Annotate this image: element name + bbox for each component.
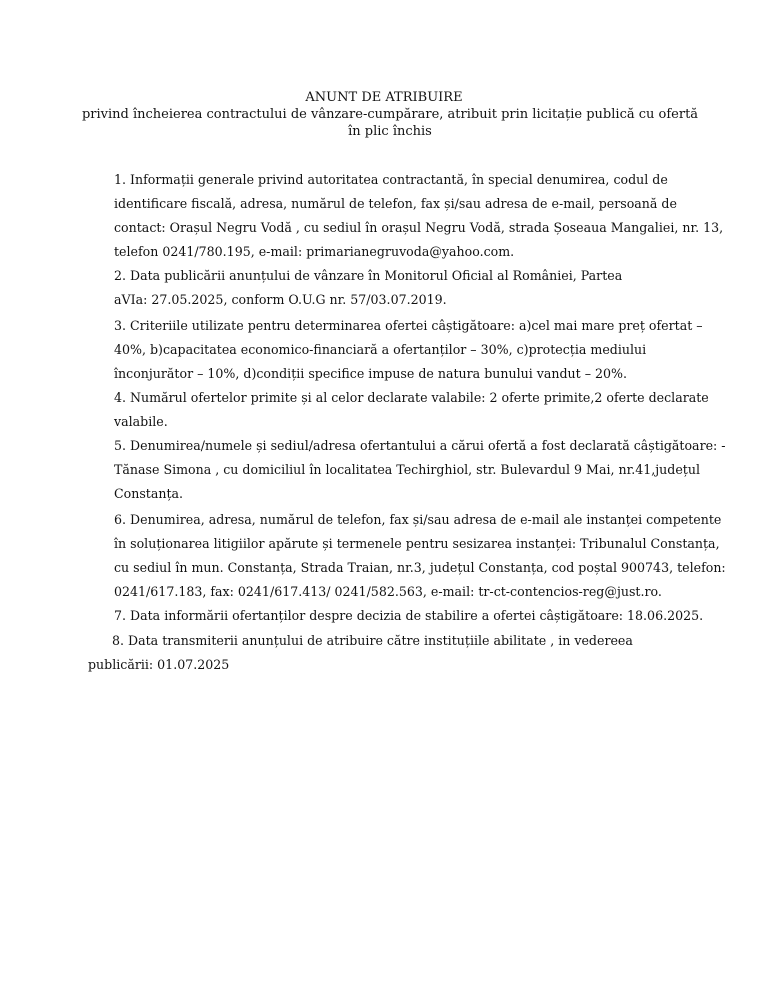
body-line: 7. Data informării ofertanților despre decizia de stabilire a ofertei câștigătoare: 18.06.2025. [114,608,704,623]
body-line: înconjurător – 10%, d)condiții specifice impuse de natura bunului vandut – 20%. [114,366,628,381]
body-line: în soluționarea litigiilor apărute și termenele pentru sesizarea instanței: Tribunalul Constanța, [114,536,720,551]
body-line: contact: Orașul Negru Vodă , cu sediul în orașul Negru Vodă, strada Șoseaua Mangaliei, nr. 13, [114,220,724,235]
body-line: aVIa: 27.05.2025, conform O.U.G nr. 57/03.07.2019. [114,292,447,307]
announcement-subtitle: privind încheierea contractului de vânzare-cumpărare, atribuit prin licitație publică cu ofertă în plic închis [81,107,699,139]
body-line: identificare fiscală, adresa, numărul de telefon, fax și/sau adresa de e-mail, persoană de [114,196,677,211]
body-line: 4. Numărul ofertelor primite și al celor declarate valabile: 2 oferte primite,2 oferte declarate [114,390,709,405]
body-line: Constanța. [114,486,184,501]
body-line: 2. Data publicării anunțului de vânzare în Monitorul Oficial al României, Partea [114,268,623,283]
body-line: 1. Informații generale privind autoritatea contractantă, în special denumirea, codul de [114,172,668,187]
body-line: publicării: 01.07.2025 [88,657,230,672]
body-line: 8. Data transmiterii anunțului de atribuire către instituțiile abilitate , in vedereea [112,633,633,648]
body-line: telefon 0241/780.195, e-mail: primarianegruvoda@yahoo.com. [114,244,515,259]
body-line: 5. Denumirea/numele și sediul/adresa ofertantului a cărui ofertă a fost declarată câștigătoare: - [114,438,726,453]
body-line: cu sediul în mun. Constanța, Strada Traian, nr.3, județul Constanța, cod poștal 900743, telefon: [114,560,726,575]
body-line: 3. Criteriile utilizate pentru determinarea ofertei câștigătoare: a)cel mai mare preț ofertat – [114,318,703,333]
body-line: 0241/617.183, fax: 0241/617.413/ 0241/582.563, e-mail: tr-ct-contencios-reg@just.ro. [114,584,662,599]
body-line: 40%, b)capacitatea economico-financiară a ofertanților – 30%, c)protecția mediului [114,342,647,357]
announcement-title: ANUNT DE ATRIBUIRE [305,90,463,105]
body-line: Tănase Simona , cu domiciliul în localitatea Techirghiol, str. Bulevardul 9 Mai, nr.41,județul [114,462,701,477]
body-line: 6. Denumirea, adresa, numărul de telefon, fax și/sau adresa de e-mail ale instanței competente [114,512,722,527]
body-line: valabile. [114,414,168,429]
